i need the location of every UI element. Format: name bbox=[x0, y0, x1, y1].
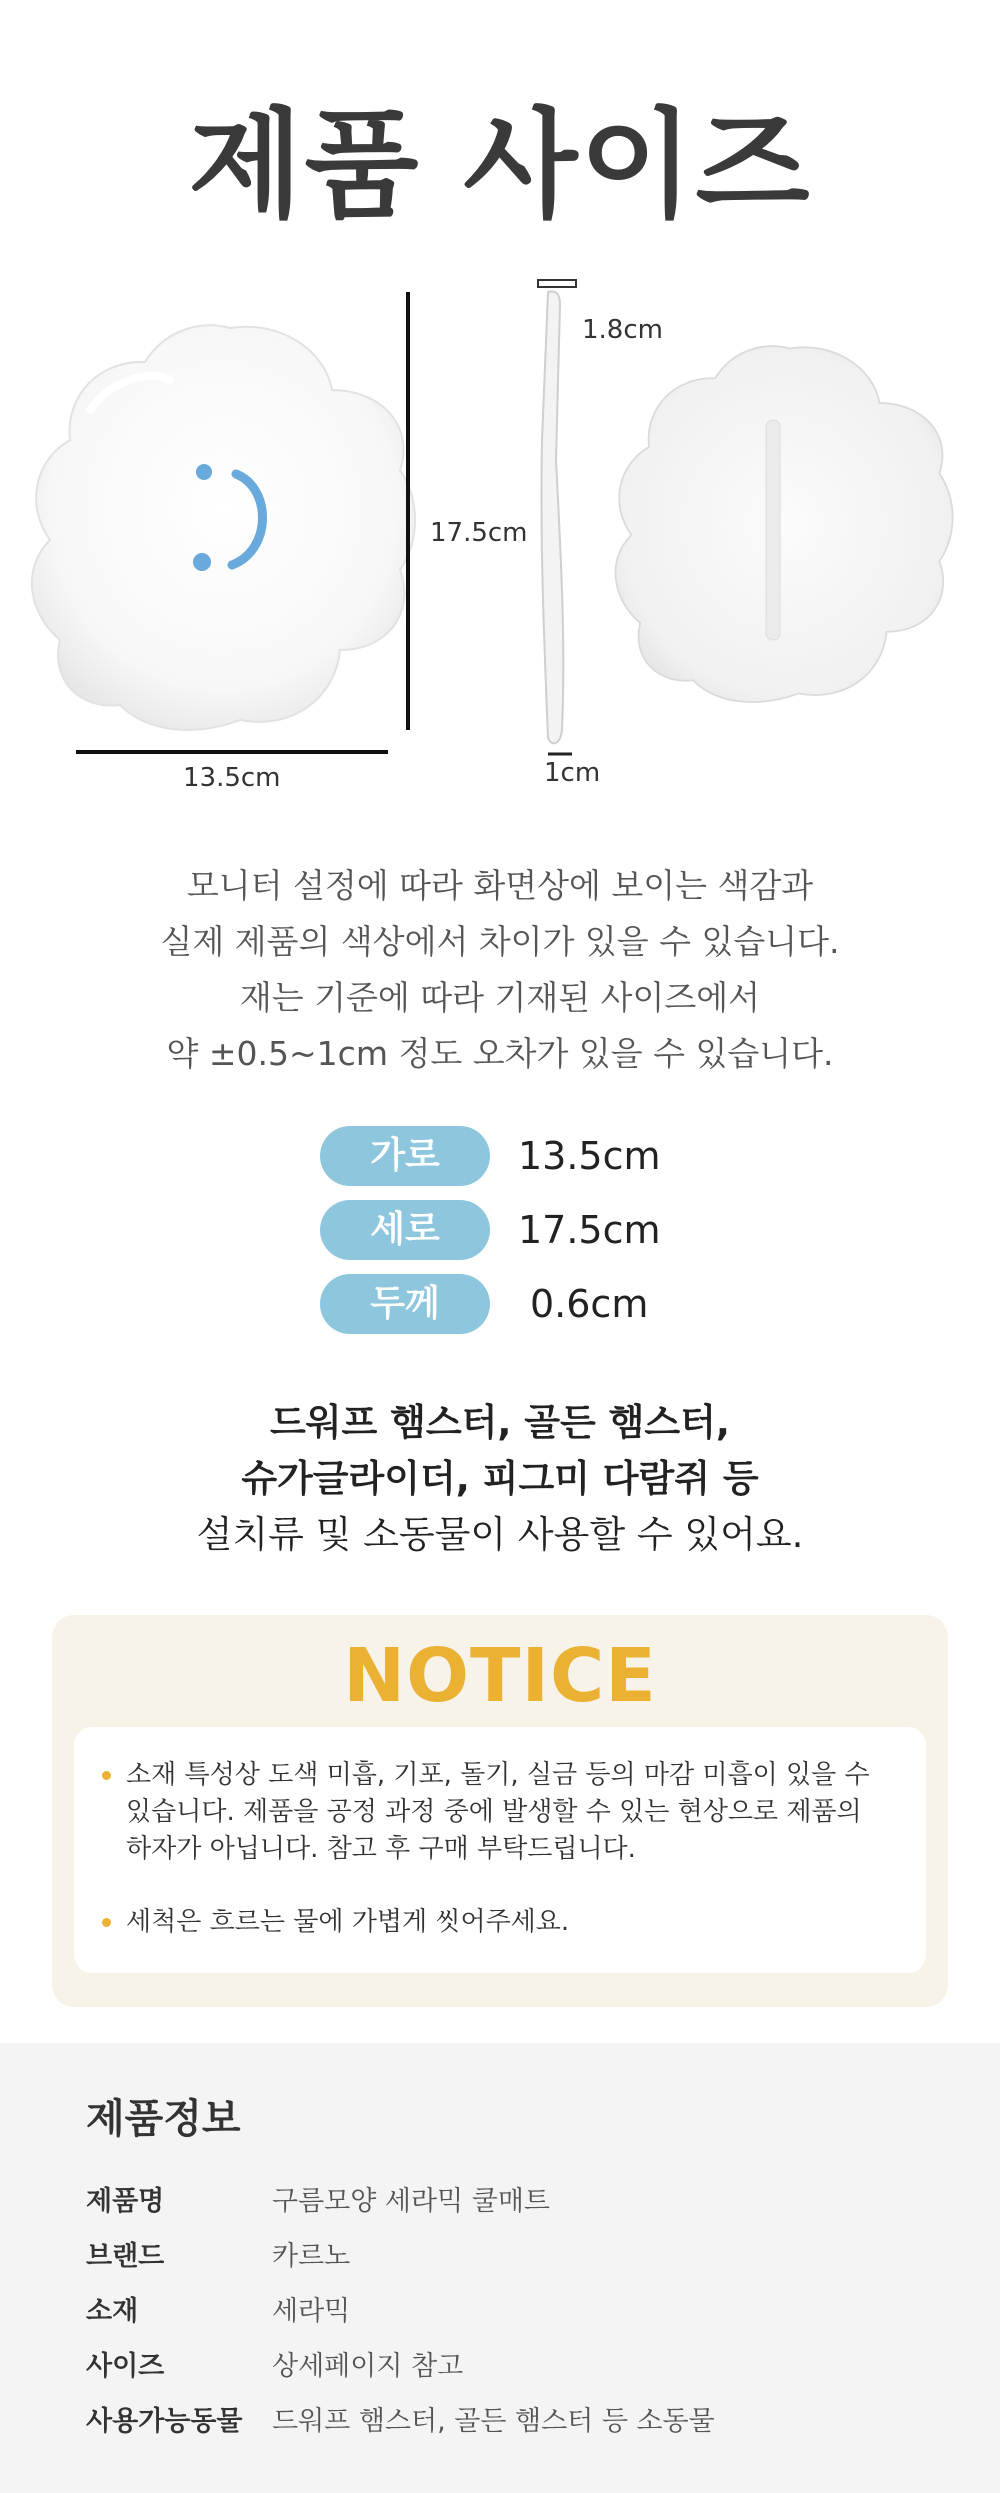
notice-text-line: 세척은 흐르는 물에 가볍게 씻어주세요. bbox=[126, 1907, 570, 1937]
spec-label-pill: 세로 bbox=[320, 1200, 490, 1260]
disclaimer-line: 약 ±0.5~1cm 정도 오차가 있을 수 있습니다. bbox=[166, 1034, 834, 1073]
notice-text-line: 있습니다. 제품을 공정 과정 중에 발생할 수 있는 현상으로 제품의 bbox=[126, 1797, 862, 1827]
usage-line: 슈가글라이더, 피그미 다람쥐 등 bbox=[241, 1457, 759, 1500]
notice-item bbox=[126, 1757, 886, 1868]
front-view-plate bbox=[32, 325, 415, 729]
width-label: 13.5cm bbox=[183, 763, 281, 793]
notice-content bbox=[74, 1727, 926, 1973]
spec-value: 13.5cm bbox=[518, 1134, 661, 1178]
usage-line: 드워프 햄스터, 골든 햄스터, bbox=[270, 1401, 730, 1444]
info-row-size bbox=[86, 2336, 715, 2391]
thickness-top-label: 1.8cm bbox=[582, 315, 663, 345]
spec-value: 17.5cm bbox=[518, 1208, 661, 1252]
notice-item bbox=[126, 1904, 886, 1941]
notice-title: NOTICE bbox=[343, 1633, 657, 1719]
bullet-dot-icon bbox=[102, 1918, 111, 1927]
back-view-plate bbox=[615, 346, 952, 702]
info-label: 소재 bbox=[86, 2296, 139, 2327]
thickness-bottom-label: 1cm bbox=[544, 758, 601, 788]
info-row-material bbox=[86, 2281, 715, 2336]
product-info-title: 제품정보 bbox=[86, 2096, 241, 2142]
info-label: 제품명 bbox=[86, 2186, 165, 2217]
notice-box bbox=[52, 1615, 948, 2007]
info-value: 드워프 햄스터, 골든 햄스터 등 소동물 bbox=[272, 2406, 715, 2437]
usage-description bbox=[0, 1395, 1000, 1563]
disclaimer-line: 재는 기준에 따라 기재된 사이즈에서 bbox=[239, 978, 761, 1017]
info-value: 세라믹 bbox=[272, 2296, 351, 2327]
size-diagram bbox=[0, 260, 1000, 820]
product-info-table bbox=[86, 2171, 715, 2446]
spec-value: 0.6cm bbox=[530, 1282, 649, 1326]
usage-line: 설치류 및 소동물이 사용할 수 있어요. bbox=[196, 1513, 804, 1556]
height-label: 17.5cm bbox=[430, 518, 528, 548]
spec-label-pill: 가로 bbox=[320, 1126, 490, 1186]
info-label: 브랜드 bbox=[86, 2241, 165, 2272]
notice-text-line: 하자가 아닙니다. 참고 후 구매 부탁드립니다. bbox=[126, 1834, 636, 1864]
info-value: 구름모양 세라믹 쿨매트 bbox=[272, 2186, 550, 2217]
info-value: 상세페이지 참고 bbox=[272, 2351, 464, 2382]
bullet-dot-icon bbox=[102, 1771, 111, 1780]
info-row-name bbox=[86, 2171, 715, 2226]
page-title: 제품 사이즈 bbox=[188, 96, 812, 234]
side-view-plate bbox=[538, 280, 576, 754]
spec-row-thickness bbox=[320, 1273, 720, 1335]
spec-label-pill: 두께 bbox=[320, 1274, 490, 1334]
spec-table bbox=[320, 1125, 720, 1347]
info-label: 사용가능동물 bbox=[86, 2406, 243, 2437]
smile-eye-top bbox=[196, 464, 212, 480]
info-value: 카르노 bbox=[272, 2241, 351, 2272]
info-row-brand bbox=[86, 2226, 715, 2281]
disclaimer-line: 실제 제품의 색상에서 차이가 있을 수 있습니다. bbox=[160, 922, 840, 961]
info-label: 사이즈 bbox=[86, 2351, 165, 2382]
disclaimer-line: 모니터 설정에 따라 화면상에 보이는 색감과 bbox=[186, 866, 814, 905]
spec-row-width bbox=[320, 1125, 720, 1187]
smile-eye-bottom bbox=[193, 553, 211, 571]
product-info-section bbox=[0, 2043, 1000, 2493]
color-size-disclaimer bbox=[0, 858, 1000, 1082]
info-row-animals bbox=[86, 2391, 715, 2446]
spec-row-height bbox=[320, 1199, 720, 1261]
notice-text-line: 소재 특성상 도색 미흡, 기포, 돌기, 실금 등의 마감 미흡이 있을 수 bbox=[126, 1760, 870, 1790]
